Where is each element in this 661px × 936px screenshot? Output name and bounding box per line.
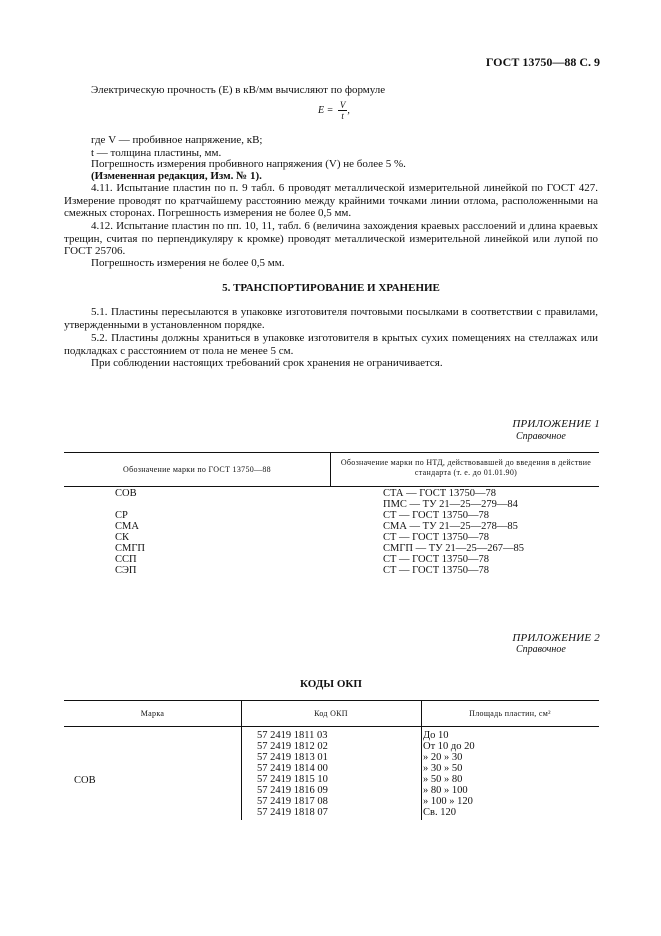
formula-lhs: E = <box>318 104 334 116</box>
table-1-old-designation: СТ — ГОСТ 13750—78 <box>383 510 489 521</box>
plate-area: » 20 » 30 <box>423 752 463 763</box>
table-1-old-designation: СТ — ГОСТ 13750—78 <box>383 554 489 565</box>
table-1-old-designation: СТ — ГОСТ 13750—78 <box>383 565 489 576</box>
plate-area: » 50 » 80 <box>423 774 463 785</box>
table-2-brand: СОВ <box>74 775 96 786</box>
paragraph-4-12: 4.12. Испытание пластин по пп. 10, 11, табл. 6 (величина захождения краевых расслоений и длина краевых трещин, считая по перпендикуляру к кромке) проводят металлической измерительной линейкой или лупой по ГОСТ 25706. <box>64 220 598 257</box>
table-1-old-designation: СМГП — ТУ 21—25—267—85 <box>383 543 524 554</box>
okp-code: 57 2419 1818 07 <box>257 807 328 818</box>
plate-area: От 10 до 20 <box>423 741 475 752</box>
table-1-brand: СР <box>115 510 128 521</box>
table-1-brand: СОВ <box>115 488 137 499</box>
where-line: Погрешность измерения пробивного напряжения (V) не более 5 %. <box>91 158 406 170</box>
table-1-header-rule <box>64 486 599 487</box>
revision-note: (Измененная редакция, Изм. № 1). <box>91 170 262 182</box>
okp-code: 57 2419 1814 00 <box>257 763 328 774</box>
okp-code: 57 2419 1816 09 <box>257 785 328 796</box>
okp-code: 57 2419 1815 10 <box>257 774 328 785</box>
formula-trail: , <box>347 104 350 116</box>
table-2-col2-header: Код ОКП <box>314 709 348 718</box>
formula-numerator: V <box>339 100 346 110</box>
table-2-col3-header: Площадь пластин, см² <box>469 709 551 718</box>
table-1-brand: СЭП <box>115 565 137 576</box>
appendix-2-subtitle: Справочное <box>516 644 566 655</box>
table-1-old-designation: ПМС — ТУ 21—25—279—84 <box>383 499 518 510</box>
okp-code: 57 2419 1813 01 <box>257 752 328 763</box>
formula <box>318 100 350 121</box>
table-1-old-designation: СМА — ТУ 21—25—278—85 <box>383 521 518 532</box>
table-1-old-designation: СТА — ГОСТ 13750—78 <box>383 488 497 499</box>
formula-fraction <box>338 100 348 121</box>
okp-code: 57 2419 1812 02 <box>257 741 328 752</box>
appendix-1-subtitle: Справочное <box>516 431 566 442</box>
okp-code: 57 2419 1811 03 <box>257 730 328 741</box>
paragraph-5-2: 5.2. Пластины должны храниться в упаковке изготовителя в крытых сухих помещениях на стеллажах или подкладках с расстоянием от пола не менее 5 см. <box>64 332 598 357</box>
table-2-header-rule <box>64 726 599 727</box>
table-1-brand: СМГП <box>115 543 145 554</box>
formula-intro: Электрическую прочность (E) в кВ/мм вычисляют по формуле <box>91 84 386 96</box>
table-2-top-rule <box>64 700 599 701</box>
plate-area: » 30 » 50 <box>423 763 463 774</box>
paragraph-5-1: 5.1. Пластины пересылаются в упаковке изготовителя почтовыми посылками в соответствии с правилами, утвержденными в установленном порядке. <box>64 306 598 331</box>
where-line: t — толщина пластины, мм. <box>91 147 222 159</box>
paragraph-5-3: При соблюдении настоящих требований срок хранения не ограничивается. <box>91 357 443 369</box>
plate-area: » 100 » 120 <box>423 796 473 807</box>
where-line: где V — пробивное напряжение, кВ; <box>91 134 263 146</box>
section-5-title: 5. ТРАНСПОРТИРОВАНИЕ И ХРАНЕНИЕ <box>222 282 440 294</box>
page-header: ГОСТ 13750—88 С. 9 <box>485 55 600 69</box>
table-1-col1-header: Обозначение марки по ГОСТ 13750—88 <box>123 465 271 474</box>
table-2-col1-header: Марка <box>140 709 165 718</box>
plate-area: » 80 » 100 <box>423 785 468 796</box>
appendix-1-title: ПРИЛОЖЕНИЕ 1 <box>512 418 600 430</box>
table-1-old-designation: СТ — ГОСТ 13750—78 <box>383 532 489 543</box>
plate-area: Св. 120 <box>423 807 456 818</box>
table-1-brand: СМА <box>115 521 139 532</box>
paragraph-4-12-error: Погрешность измерения не более 0,5 мм. <box>91 257 285 269</box>
appendix-2-title: ПРИЛОЖЕНИЕ 2 <box>512 632 600 644</box>
table-1-brand: СК <box>115 532 130 543</box>
table-2-title: КОДЫ ОКП <box>300 678 362 690</box>
table-1-col2-header: Обозначение марки по НТД, действовавшей до введения в действие стандарта (т. е. до 01.01.90) <box>340 458 592 477</box>
formula-denominator: t <box>341 111 344 121</box>
table-1-column-divider <box>330 452 331 486</box>
paragraph-4-11: 4.11. Испытание пластин по п. 9 табл. 6 проводят металлической измерительной линейкой по ГОСТ 427. Измерение проводят по кратчайшему расстоянию между крайними точками линии отлома, расположенными на смежных сторонах. Погрешность измерения не более 0,5 мм. <box>64 182 598 219</box>
plate-area: До 10 <box>423 730 449 741</box>
table-1-brand: ССП <box>115 554 137 565</box>
okp-code: 57 2419 1817 08 <box>257 796 328 807</box>
table-1-top-rule <box>64 452 599 453</box>
